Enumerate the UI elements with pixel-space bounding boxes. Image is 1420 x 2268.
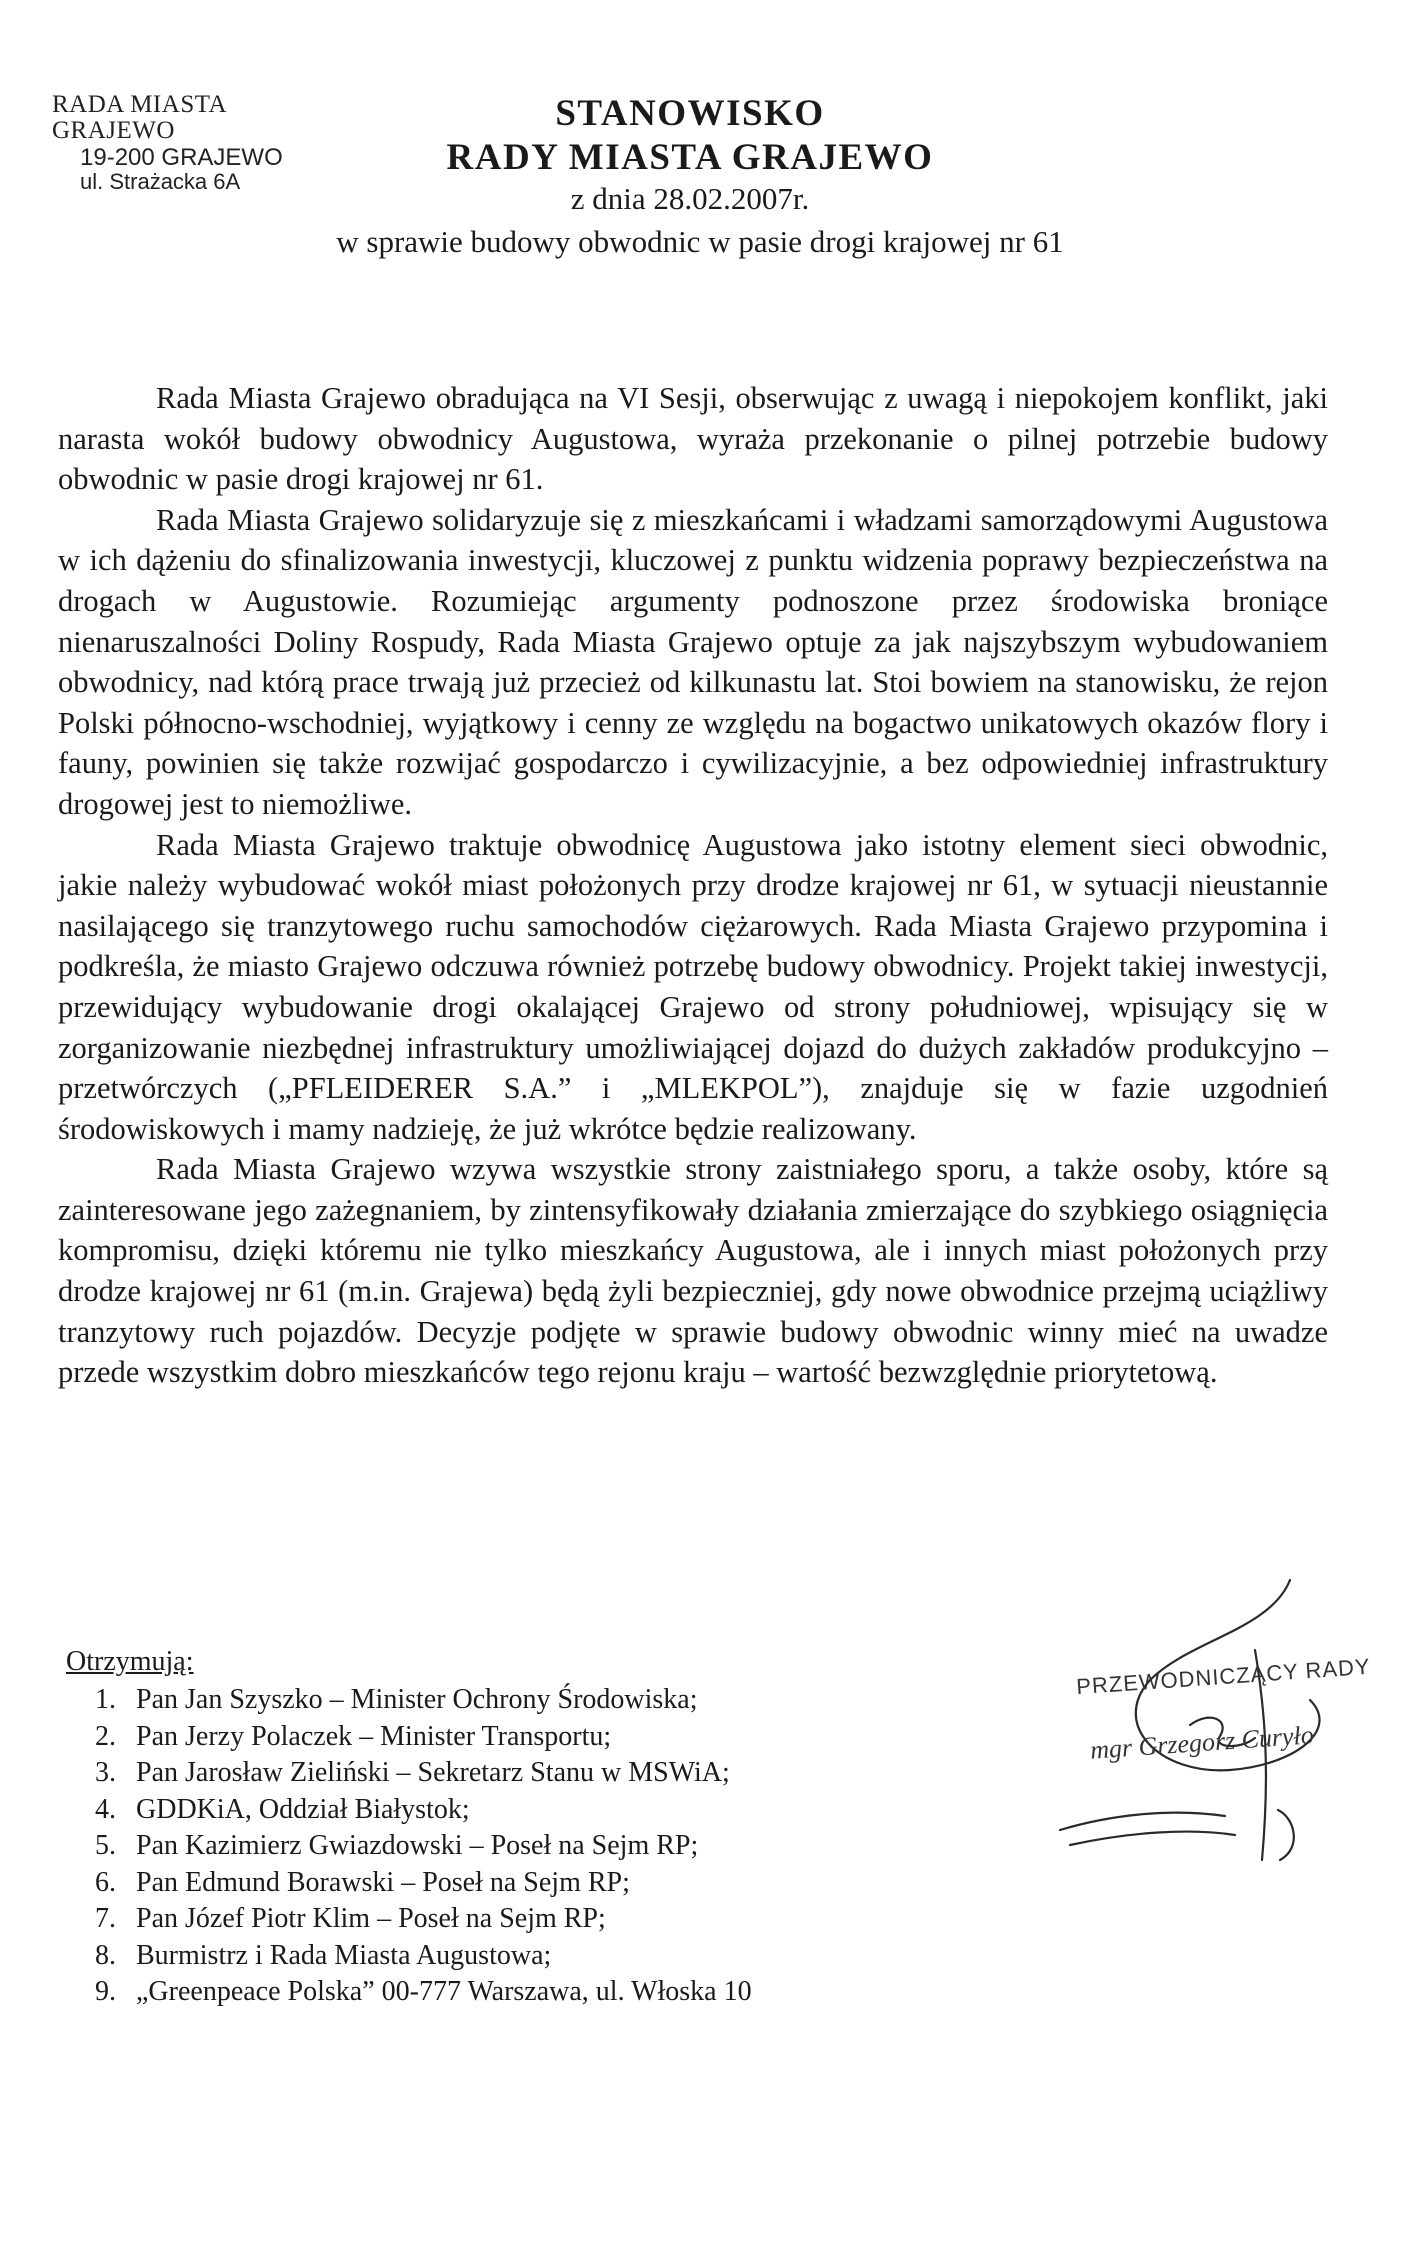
recipient-text: Pan Jan Szyszko – Minister Ochrony Środowiska; [136,1684,698,1715]
recipient-number: 6. [95,1866,116,1898]
chairman-signature-block [1040,1560,1380,1890]
recipient-item [66,1792,966,1829]
body-paragraph: Rada Miasta Grajewo obradująca na VI Sesji, obserwując z uwagą i niepokojem konflikt, jaki narasta wokół budowy obwodnicy Augustowa, wyraża przekonanie o pilnej potrzebie budowy obwodnic w pasie drogi krajowej nr 61. [58,381,1328,497]
recipient-text: GDDKiA, Oddział Białystok; [136,1793,470,1825]
recipient-text: Pan Kazimierz Gwiazdowski – Poseł na Sejm RP; [136,1830,699,1861]
handwritten-signature-icon [1040,1560,1380,1890]
stamp-line-3: ul. Strażacka 6A [80,168,241,194]
recipient-number: 4. [95,1793,116,1825]
recipients-items [66,1682,966,2011]
body-paragraph: Rada Miasta Grajewo wzywa wszystkie strony zaistniałego sporu, a także osoby, które są zainteresowane jego zażegnaniem, by zintensyfikowały działania zmierzające do szybkiego osiągnięcia kompromisu, dzięki któremu nie tylko mieszkańcy Augustowa, ale i innych miast położonych przy drodze krajowej nr 61 (m.in. Grajewa) będą żyli bezpieczniej, gdy nowe obwodnice przejmą uciążliwy tranzytowy ruch pojazdów. Decyzje podjęte w sprawie budowy obwodnic winny mieć na uwadze przede wszystkim dobro mieszkańców tego rejonu kraju – wartość bezwzględnie priorytetową. [58,1152,1328,1390]
recipient-item [66,1719,966,1756]
signature-name: mgr Grzegorz Curyło [1089,1720,1315,1765]
recipient-number: 8. [95,1939,116,1971]
recipient-item [66,1974,966,2011]
recipient-number: 5. [95,1830,116,1861]
recipient-text: Pan Jarosław Zieliński – Sekretarz Stanu w MSWiA; [136,1757,730,1788]
stamp-line-1: RADA MIASTA GRAJEWO [52,91,226,145]
body-paragraph: Rada Miasta Grajewo solidaryzuje się z mieszkańcami i władzami samorządowymi Augustowa w ich dążeniu do sfinalizowania inwestycji, kluczowej z punktu widzenia poprawy bezpieczeństwa na drogach w Augustowie. Rozumiejąc argumenty podnoszone przez środowiska broniące nienaruszalności Doliny Rospudy, Rada Miasta Grajewo optuje za jak najszybszym wybudowaniem obwodnicy, nad którą prace trwają już przecież od kilkunastu lat. Stoi bowiem na stanowisku, że rejon Polski północno-wschodniej, wyjątkowy i cenny ze względu na bogactwo unikatowych okazów flory i fauny, powinien się także rozwijać gospodarczo i cywilizacyjnie, a bez odpowiedniej infrastruktury drogowej jest to niemożliwe. [58,502,1328,821]
recipient-number: 1. [95,1684,116,1715]
recipient-text: „Greenpeace Polska” 00-777 Warszawa, ul. Włoska 10 [136,1976,752,2007]
recipient-text: Pan Edmund Borawski – Poseł na Sejm RP; [136,1866,630,1898]
recipient-number: 3. [95,1757,116,1788]
document-body [58,378,1328,1393]
document-subtitle: RADY MIASTA GRAJEWO [446,137,934,178]
recipient-item [66,1755,966,1792]
recipient-text: Burmistrz i Rada Miasta Augustowa; [136,1939,552,1971]
recipient-text: Pan Józef Piotr Klim – Poseł na Sejm RP; [136,1903,606,1934]
body-paragraph: Rada Miasta Grajewo traktuje obwodnicę Augustowa jako istotny element sieci obwodnic, jakie należy wybudować wokół miast położonych przy drodze krajowej nr 61, w sytuacji nieustannie nasilającego się tranzytowego ruchu samochodów ciężarowych. Rada Miasta Grajewo przypomina i podkreśla, że miasto Grajewo odczuwa również potrzebę budowy obwodnicy. Projekt takiej inwestycji, przewidujący wybudowanie drogi okalającej Grajewo od strony południowej, wpisujący się w zorganizowanie niezbędnej infrastruktury umożliwiającej dojazd do dużych zakładów produkcyjno – przetwórczych („PFLEIDERER S.A.” i „MLEKPOL”), znajduje się w fazie uzgodnień środowiskowych i mamy nadzieję, że już wkrótce będzie realizowany. [58,827,1328,1146]
document-date: z dnia 28.02.2007r. [570,181,810,216]
recipients-label: Otrzymują: [66,1646,194,1677]
recipient-number: 7. [95,1903,116,1934]
recipient-number: 9. [95,1976,116,2007]
recipient-item [66,1828,966,1865]
recipient-item [66,1901,966,1938]
document-subject: w sprawie budowy obwodnic w pasie drogi krajowej nr 61 [336,224,1064,259]
document-heading [300,92,1080,218]
recipients-list [66,1644,966,2011]
recipient-item [66,1682,966,1719]
document-title: STANOWISKO [555,93,825,134]
recipient-number: 2. [95,1720,116,1752]
recipient-item [66,1938,966,1975]
recipient-text: Pan Jerzy Polaczek – Minister Transportu; [136,1720,612,1752]
signature-title: PRZEWODNICZĄCY RADY [1075,1653,1372,1700]
recipient-item [66,1865,966,1902]
stamp-line-2: 19-200 GRAJEWO [80,143,283,171]
